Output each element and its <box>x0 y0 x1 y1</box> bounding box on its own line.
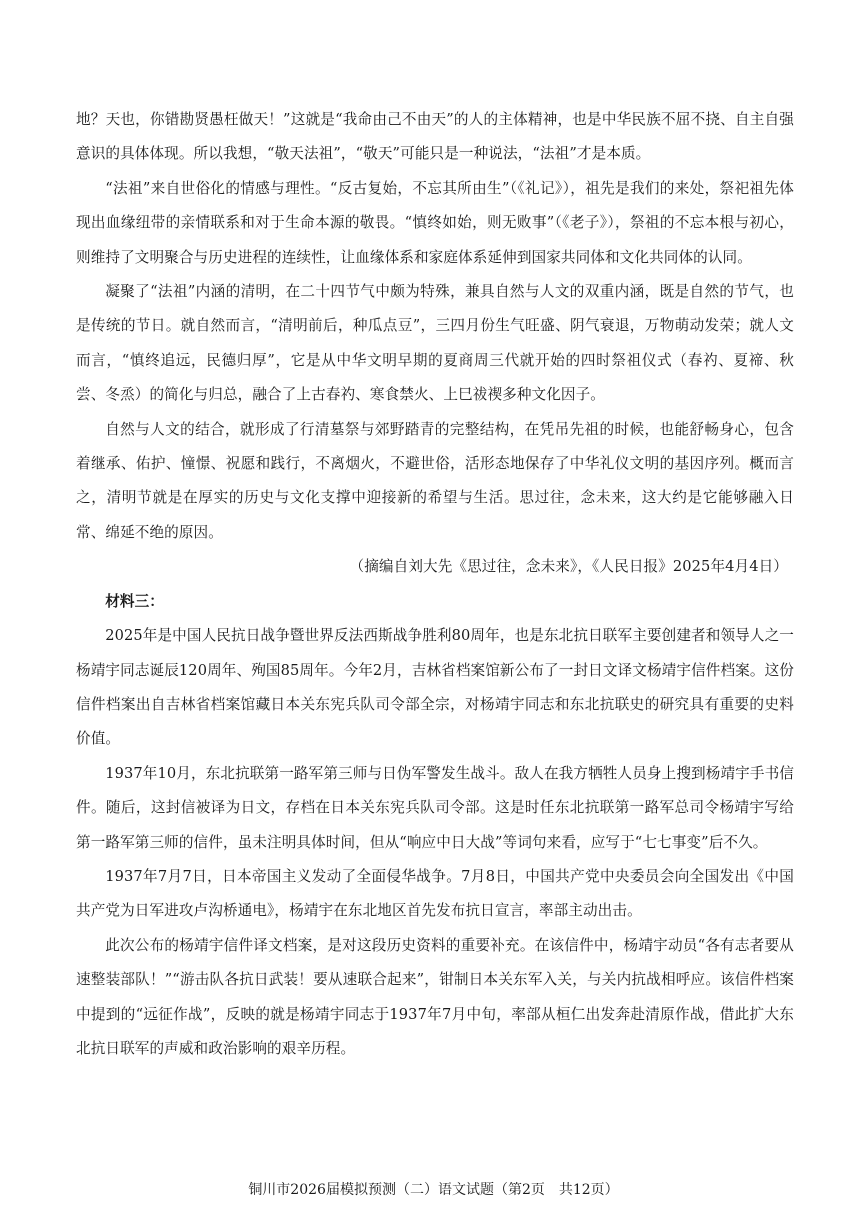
paragraph-letter-significance: 此次公布的杨靖宇信件译文档案，是对这段历史资料的重要补充。在该信件中，杨靖宇动员“各有志者要从速整装部队！”“游击队各抗日武装！要从速联合起来”，钳制日本关东军入关，与关内抗战相呼应。该信件档案中提到的“远征作战”，反映的就是杨靖宇同志于1937年7月中旬，率部从桓仁出发奔赴清原作战，借此扩大东北抗日联军的声威和政治影响的艰辛历程。 <box>76 936 794 1057</box>
page-footer: 铜川市2026届模拟预测（二）语文试题（第2页 共12页） <box>248 1182 619 1198</box>
paragraph-2025-anniversary: 2025年是中国人民抗日战争暨世界反法西斯战争胜利80周年，也是东北抗日联军主要创建者和领导人之一杨靖宇同志诞辰120周年、殉国85周年。今年2月，吉林省档案馆新公布了一封日文译文杨靖宇信件档案。这份信件档案出自吉林省档案馆藏日本关东宪兵队司令部全宗，对杨靖宇同志和东北抗联史的研究具有重要的史料价值。 <box>76 627 794 748</box>
paragraph-nature-culture: 自然与人文的结合，就形成了行清墓祭与郊野踏青的完整结构，在凭吊先祖的时候，也能舒畅身心，包含着继承、佑护、憧憬、祝愿和践行，不离烟火，不避世俗，活形态地保存了中华礼仪文明的基因序列。概而言之，清明节就是在厚实的历史与文化支撑中迎接新的希望与生活。思过往，念未来，这大约是它能够融入日常、绵延不绝的原因。 <box>76 420 794 541</box>
paragraph-1937-october: 1937年10月，东北抗联第一路军第三师与日伪军警发生战斗。敌人在我方牺牲人员身上搜到杨靖宇手书信件。随后，这封信被译为日文，存档在日本关东宪兵队司令部。这是时任东北抗联第一路军总司令杨靖宇写给第一路军第三师的信件，虽未注明具体时间，但从“响应中日大战”等词句来看，应写于“七七事变”后不久。 <box>76 764 794 851</box>
paragraph-qingming: 凝聚了“法祖”内涵的清明，在二十四节气中颇为特殊，兼具自然与人文的双重内涵，既是自然的节气，也是传统的节日。就自然而言，“清明前后，种瓜点豆”，三四月份生气旺盛、阴气衰退，万物萌动发荣；就人文而言，“慎终追远，民德归厚”，它是从中华文明早期的夏商周三代就开始的四时祭祖仪式（春礿、夏禘、秋尝、冬烝）的简化与归总，融合了上古春礿、寒食禁火、上巳祓禊多种文化因子。 <box>76 283 794 404</box>
source-citation: （摘编自刘大先《思过往，念未来》，《人民日报》2025年4月4日） <box>349 558 788 576</box>
section-heading-material-3: 材料三： <box>105 592 164 610</box>
paragraph-1937-july: 1937年7月7日，日本帝国主义发动了全面侵华战争。7月8日，中国共产党中央委员会向全国发出《中国共产党为日军进攻卢沟桥通电》，杨靖宇在东北地区首先发布抗日宣言，率部主动出击。 <box>76 867 794 920</box>
paragraph-continuation: 地？天也，你错勘贤愚枉做天！”这就是“我命由己不由天”的人的主体精神，也是中华民族不屈不挠、自主自强意识的具体体现。所以我想，“敬天法祖”，“敬天”可能只是一种说法，“法祖”才是本质。 <box>76 111 794 163</box>
paragraph-fazu: “法祖”来自世俗化的情感与理性。“反古复始，不忘其所由生”（《礼记》），祖先是我们的来处，祭祀祖先体现出血缘纽带的亲情联系和对于生命本源的敬畏。“慎终如始，则无败事”（《老子》），祭祖的不忘本根与初心，则维持了文明聚合与历史进程的连续性，让血缘体系和家庭体系延伸到国家共同体和文化共同体的认同。 <box>76 179 794 266</box>
document-body <box>76 103 794 1066</box>
